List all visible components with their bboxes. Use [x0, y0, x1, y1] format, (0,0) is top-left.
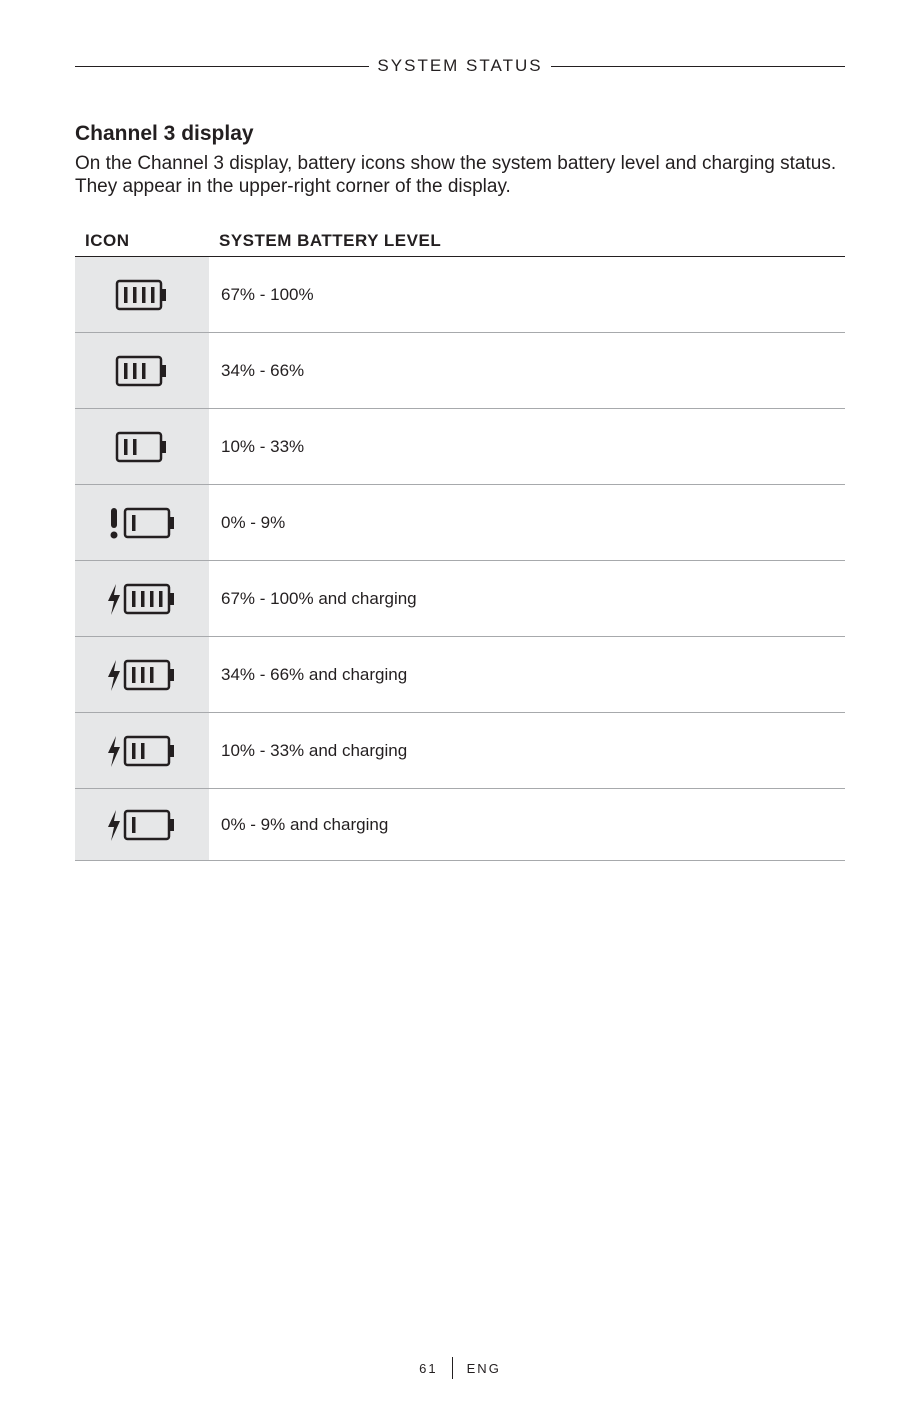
battery-level-label: 67% - 100% and charging	[221, 588, 417, 608]
icon-cell	[75, 637, 209, 712]
battery-2-bars-icon	[115, 429, 169, 465]
table-row	[75, 789, 845, 861]
icon-cell	[75, 713, 209, 788]
column-header-icon: ICON	[85, 231, 130, 250]
column-header-level: SYSTEM BATTERY LEVEL	[219, 231, 442, 250]
battery-level-label: 0% - 9% and charging	[221, 814, 389, 834]
battery-level-label: 10% - 33%	[221, 436, 305, 456]
icon-cell	[75, 257, 209, 332]
battery-table	[75, 226, 845, 861]
battery-1-bar-charging-icon	[107, 807, 177, 843]
table-row	[75, 561, 845, 637]
page-footer	[0, 1357, 920, 1379]
icon-cell	[75, 789, 209, 860]
battery-level-label: 34% - 66%	[221, 360, 305, 380]
battery-4-bars-charging-icon	[107, 581, 177, 617]
battery-3-bars-charging-icon	[107, 657, 177, 693]
page-number: 61	[419, 1360, 438, 1376]
table-row	[75, 333, 845, 409]
battery-level-label: 34% - 66% and charging	[221, 664, 408, 684]
battery-2-bars-charging-icon	[107, 733, 177, 769]
battery-low-warning-icon	[107, 505, 177, 541]
battery-level-label: 10% - 33% and charging	[221, 740, 408, 760]
section-title: SYSTEM STATUS	[377, 56, 543, 75]
section-header	[75, 55, 845, 77]
battery-level-label: 0% - 9%	[221, 512, 286, 532]
icon-cell	[75, 409, 209, 484]
battery-4-bars-icon	[115, 277, 169, 313]
header-rule-right	[551, 66, 845, 67]
footer-divider	[452, 1357, 453, 1379]
intro-paragraph: On the Channel 3 display, battery icons show the system battery level and charging status. They appear in the upper-right corner of the display.	[75, 153, 837, 197]
table-row	[75, 257, 845, 333]
table-row	[75, 485, 845, 561]
header-rule-left	[75, 66, 369, 67]
table-row	[75, 409, 845, 485]
icon-cell	[75, 485, 209, 560]
icon-cell	[75, 561, 209, 636]
battery-level-label: 67% - 100%	[221, 284, 314, 304]
table-header	[75, 226, 845, 257]
language-label: ENG	[466, 1360, 501, 1376]
table-row	[75, 637, 845, 713]
icon-cell	[75, 333, 209, 408]
battery-3-bars-icon	[115, 353, 169, 389]
page-heading: Channel 3 display	[75, 122, 254, 145]
table-row	[75, 713, 845, 789]
